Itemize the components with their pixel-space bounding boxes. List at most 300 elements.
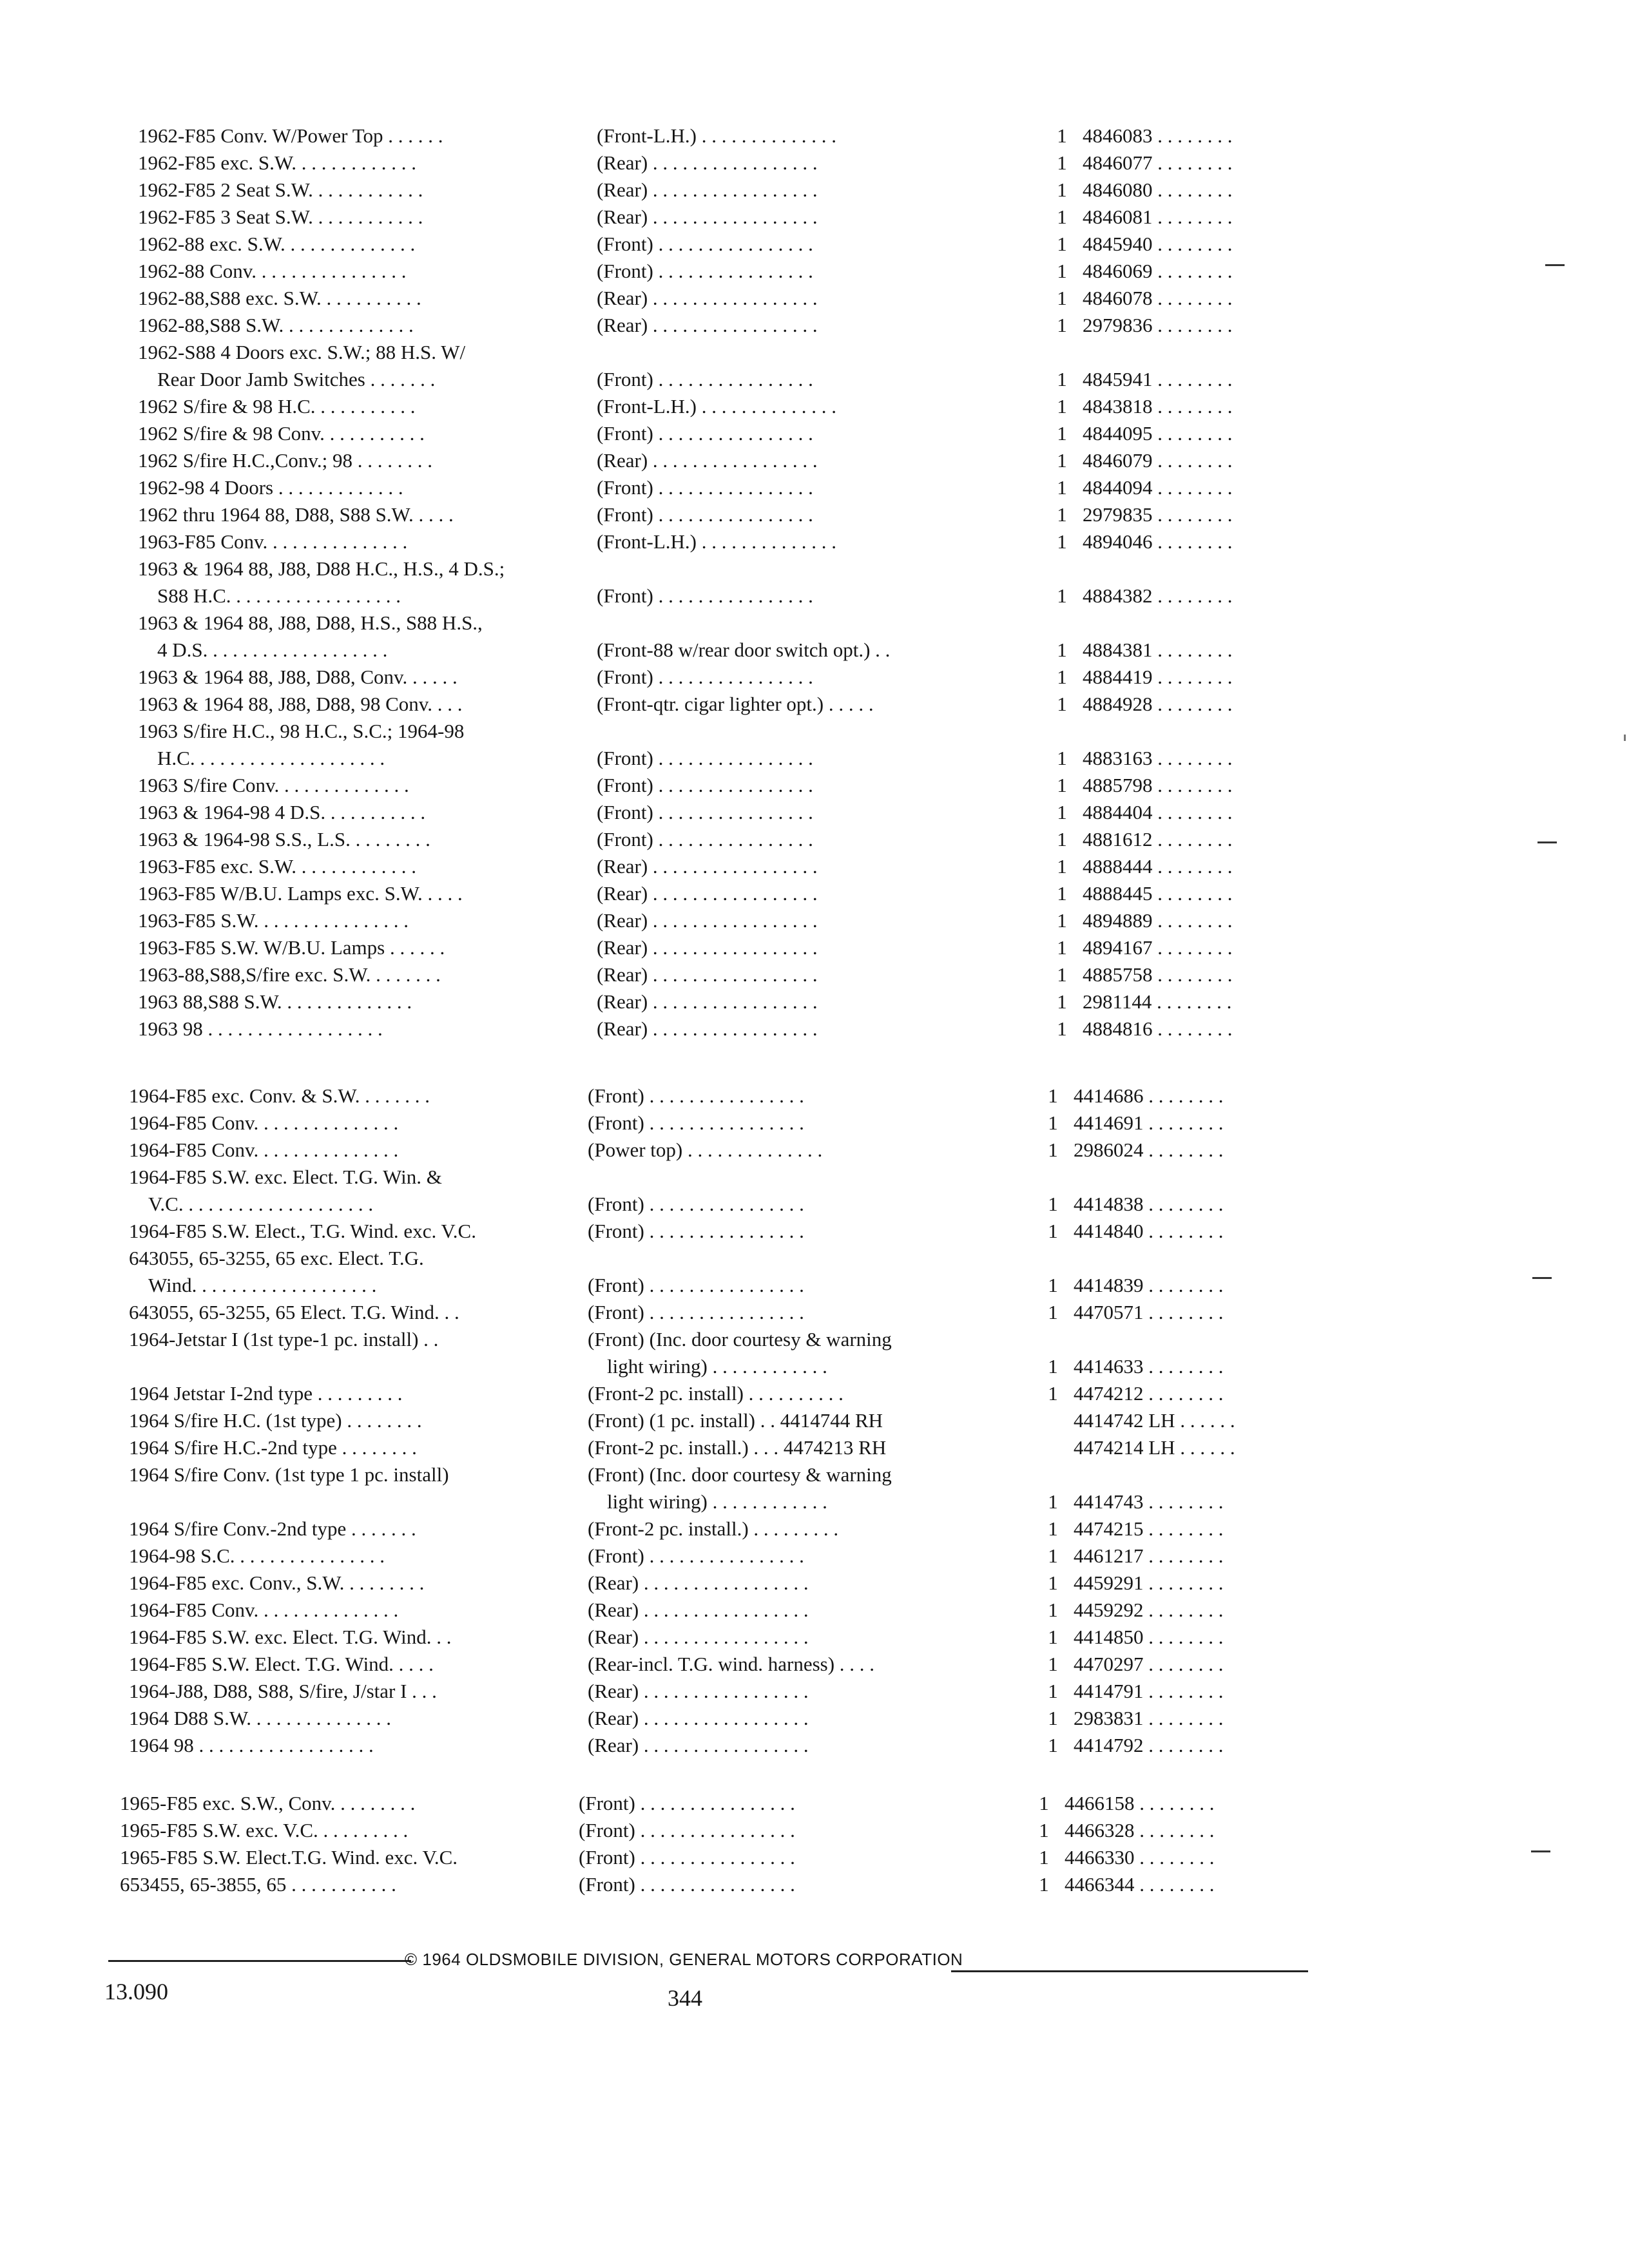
parts-row (138, 637, 1629, 664)
model-description: V.C. . . . . . . . . . . . . . . . . . . . (148, 1193, 374, 1215)
part-number: 4894167 . . . . . . . . (1083, 936, 1233, 959)
model-description: 1964 S/fire Conv.-2nd type . . . . . . . (129, 1517, 416, 1540)
copyright-notice: © 1964 OLDSMOBILE DIVISION, GENERAL MOTORS CORPORATION (405, 1950, 963, 1969)
part-number: 4845940 . . . . . . . . (1083, 233, 1233, 255)
model-description: 1962-F85 Conv. W/Power Top . . . . . . (138, 124, 443, 147)
parts-row (138, 474, 1629, 501)
parts-row (138, 555, 1629, 582)
part-number: 4414743 . . . . . . . . (1074, 1490, 1224, 1513)
parts-row (138, 610, 1629, 637)
location-description: (Front-L.H.) . . . . . . . . . . . . . . (597, 124, 836, 147)
location-description: (Front-2 pc. install) . . . . . . . . . . (588, 1382, 843, 1405)
parts-row (129, 1651, 1629, 1678)
model-description: 1964-F85 S.W. exc. Elect. T.G. Wind. . . (129, 1626, 452, 1648)
group-1962-1963 (138, 122, 1629, 1043)
group-1964 (129, 1082, 1629, 1759)
parts-row (120, 1817, 1629, 1844)
part-number: 4414633 . . . . . . . . (1074, 1355, 1224, 1378)
quantity: 1 (1048, 1490, 1058, 1513)
part-number: 2983831 . . . . . . . . (1074, 1707, 1224, 1729)
model-description: 1963-F85 W/B.U. Lamps exc. S.W. . . . . (138, 882, 463, 905)
model-description: 1964-98 S.C. . . . . . . . . . . . . . . . (129, 1544, 385, 1567)
part-number: 4474215 . . . . . . . . (1074, 1517, 1224, 1540)
parts-row (138, 420, 1629, 447)
location-description: (Rear) . . . . . . . . . . . . . . . . . (597, 963, 818, 986)
quantity: 1 (1039, 1792, 1049, 1814)
location-description: (Front) . . . . . . . . . . . . . . . . (597, 422, 813, 445)
footer-rule-left (108, 1960, 411, 1962)
parts-row (129, 1515, 1629, 1542)
model-description: 1964-Jetstar I (1st type-1 pc. install) . . (129, 1328, 439, 1350)
model-description: 1965-F85 S.W. exc. V.C. . . . . . . . . . (120, 1819, 409, 1841)
model-description: 1964-F85 S.W. exc. Elect. T.G. Win. & (129, 1166, 442, 1188)
quantity: 1 (1039, 1819, 1049, 1841)
quantity: 1 (1057, 963, 1067, 986)
model-description: 1964-F85 exc. Conv. & S.W. . . . . . . . (129, 1084, 430, 1107)
model-description: 1962-88,S88 exc. S.W. . . . . . . . . . . (138, 287, 421, 309)
model-description: 1962-F85 2 Seat S.W. . . . . . . . . . . . (138, 178, 423, 201)
quantity: 1 (1057, 476, 1067, 499)
parts-row (129, 1137, 1629, 1164)
location-description: (Rear) . . . . . . . . . . . . . . . . . (597, 151, 818, 174)
model-description: 1962-F85 exc. S.W. . . . . . . . . . . . . (138, 151, 416, 174)
quantity: 1 (1057, 909, 1067, 932)
parts-row (138, 285, 1629, 312)
location-description: (Front-2 pc. install.) . . . 4474213 RH (588, 1436, 887, 1459)
parts-row (138, 745, 1629, 772)
location-description: (Front) (1 pc. install) . . 4414744 RH (588, 1409, 883, 1432)
model-description: 1963 & 1964 88, J88, D88, H.S., S88 H.S., (138, 611, 483, 634)
location-description: (Front-qtr. cigar lighter opt.) . . . . . (597, 693, 874, 715)
part-number: 4414839 . . . . . . . . (1074, 1274, 1224, 1296)
scan-speck (1624, 735, 1626, 741)
parts-row (138, 122, 1629, 149)
part-number: 4884419 . . . . . . . . (1083, 666, 1233, 688)
location-description: (Front-2 pc. install.) . . . . . . . . . (588, 1517, 839, 1540)
location-description: (Rear) . . . . . . . . . . . . . . . . . (597, 882, 818, 905)
location-description: (Front) . . . . . . . . . . . . . . . . (588, 1084, 804, 1107)
quantity: 1 (1057, 801, 1067, 823)
parts-row (120, 1790, 1629, 1817)
parts-row (138, 312, 1629, 339)
location-description: (Front) . . . . . . . . . . . . . . . . (597, 476, 813, 499)
part-number: 4414838 . . . . . . . . (1074, 1193, 1224, 1215)
location-description: (Front) . . . . . . . . . . . . . . . . (597, 233, 813, 255)
part-number: 4846080 . . . . . . . . (1083, 178, 1233, 201)
parts-row (129, 1597, 1629, 1624)
location-description: (Rear) . . . . . . . . . . . . . . . . . (597, 178, 818, 201)
location-description: (Front) . . . . . . . . . . . . . . . . (579, 1846, 795, 1869)
quantity: 1 (1057, 260, 1067, 282)
model-description: 643055, 65-3255, 65 exc. Elect. T.G. (129, 1247, 424, 1269)
parts-row (129, 1326, 1629, 1353)
location-description: (Front-L.H.) . . . . . . . . . . . . . . (597, 530, 836, 553)
parts-row (138, 204, 1629, 231)
quantity: 1 (1057, 1017, 1067, 1040)
model-description: 1963 S/fire Conv. . . . . . . . . . . . . . (138, 774, 409, 796)
location-description: (Front) (Inc. door courtesy & warning (588, 1463, 892, 1486)
part-number: 4884382 . . . . . . . . (1083, 584, 1233, 607)
part-number: 4474212 . . . . . . . . (1074, 1382, 1224, 1405)
quantity: 1 (1057, 882, 1067, 905)
quantity: 1 (1039, 1846, 1049, 1869)
page-number: 344 (668, 1985, 702, 2011)
part-number: 4844094 . . . . . . . . (1083, 476, 1233, 499)
quantity: 1 (1048, 1571, 1058, 1594)
parts-row (138, 664, 1629, 691)
part-number: 4845941 . . . . . . . . (1083, 368, 1233, 390)
parts-row (138, 339, 1629, 366)
quantity: 1 (1048, 1301, 1058, 1323)
model-description: 1962 S/fire H.C.,Conv.; 98 . . . . . . . . (138, 449, 432, 472)
location-description: (Front) . . . . . . . . . . . . . . . . (579, 1792, 795, 1814)
location-description: (Rear) . . . . . . . . . . . . . . . . . (588, 1599, 809, 1621)
model-description: 1963-F85 Conv. . . . . . . . . . . . . . . (138, 530, 408, 553)
quantity: 1 (1048, 1193, 1058, 1215)
part-number: 4414742 LH . . . . . . (1074, 1409, 1235, 1432)
location-description: (Front) . . . . . . . . . . . . . . . . (579, 1873, 795, 1896)
quantity: 1 (1048, 1544, 1058, 1567)
parts-row (138, 1015, 1629, 1043)
parts-row (138, 772, 1629, 799)
part-number: 4470297 . . . . . . . . (1074, 1653, 1224, 1675)
part-number: 2979835 . . . . . . . . (1083, 503, 1233, 526)
location-description: (Front-88 w/rear door switch opt.) . . (597, 639, 891, 661)
part-number: 4843818 . . . . . . . . (1083, 395, 1233, 418)
location-description: (Power top) . . . . . . . . . . . . . . (588, 1139, 823, 1161)
model-description: H.C. . . . . . . . . . . . . . . . . . . . (157, 747, 385, 769)
quantity: 1 (1057, 503, 1067, 526)
model-description: Wind. . . . . . . . . . . . . . . . . . . (148, 1274, 377, 1296)
quantity: 1 (1048, 1274, 1058, 1296)
part-number: 4461217 . . . . . . . . (1074, 1544, 1224, 1567)
part-number: 4884381 . . . . . . . . (1083, 639, 1233, 661)
location-description: (Rear) . . . . . . . . . . . . . . . . . (597, 287, 818, 309)
location-description: (Front) . . . . . . . . . . . . . . . . (597, 774, 813, 796)
parts-row (129, 1299, 1629, 1326)
quantity: 1 (1057, 124, 1067, 147)
quantity: 1 (1057, 584, 1067, 607)
parts-row (138, 853, 1629, 880)
parts-row (129, 1461, 1629, 1488)
parts-row (120, 1871, 1629, 1898)
location-description: (Front) . . . . . . . . . . . . . . . . (597, 368, 813, 390)
parts-row (138, 934, 1629, 961)
margin-mark (1531, 1850, 1550, 1852)
quantity: 1 (1057, 855, 1067, 878)
location-description: (Rear-incl. T.G. wind. harness) . . . . (588, 1653, 875, 1675)
part-number: 4466328 . . . . . . . . (1065, 1819, 1215, 1841)
quantity: 1 (1048, 1220, 1058, 1242)
parts-row (138, 366, 1629, 393)
section-code: 13.090 (104, 1979, 168, 2004)
part-number: 4459291 . . . . . . . . (1074, 1571, 1224, 1594)
quantity: 1 (1048, 1707, 1058, 1729)
margin-mark (1532, 1277, 1552, 1279)
model-description: 1962-S88 4 Doors exc. S.W.; 88 H.S. W/ (138, 341, 466, 363)
model-description: 653455, 65-3855, 65 . . . . . . . . . . . (120, 1873, 396, 1896)
part-number: 4466344 . . . . . . . . (1065, 1873, 1215, 1896)
part-number: 4414791 . . . . . . . . (1074, 1680, 1224, 1702)
parts-row (138, 826, 1629, 853)
location-description: (Front) . . . . . . . . . . . . . . . . (588, 1193, 804, 1215)
quantity: 1 (1048, 1139, 1058, 1161)
model-description: 1962-F85 3 Seat S.W. . . . . . . . . . . . (138, 206, 423, 228)
part-number: 4414840 . . . . . . . . (1074, 1220, 1224, 1242)
location-description: (Front) . . . . . . . . . . . . . . . . (588, 1544, 804, 1567)
quantity: 1 (1048, 1355, 1058, 1378)
quantity: 1 (1057, 314, 1067, 336)
quantity: 1 (1039, 1873, 1049, 1896)
group-1965 (120, 1790, 1629, 1898)
quantity: 1 (1048, 1653, 1058, 1675)
part-number: 4846079 . . . . . . . . (1083, 449, 1233, 472)
part-number: 4474214 LH . . . . . . (1074, 1436, 1235, 1459)
model-description: 1963 & 1964 88, J88, D88, 98 Conv. . . . (138, 693, 463, 715)
quantity: 1 (1048, 1626, 1058, 1648)
part-number: 4894046 . . . . . . . . (1083, 530, 1233, 553)
model-description: 1962-88,S88 S.W. . . . . . . . . . . . . . (138, 314, 414, 336)
part-number: 4888445 . . . . . . . . (1083, 882, 1233, 905)
parts-row (138, 961, 1629, 988)
location-description: (Rear) . . . . . . . . . . . . . . . . . (597, 206, 818, 228)
model-description: 1965-F85 exc. S.W., Conv. . . . . . . . . (120, 1792, 416, 1814)
quantity: 1 (1048, 1599, 1058, 1621)
part-number: 4884928 . . . . . . . . (1083, 693, 1233, 715)
part-number: 4846077 . . . . . . . . (1083, 151, 1233, 174)
quantity: 1 (1057, 828, 1067, 850)
parts-row (129, 1353, 1629, 1380)
location-description: light wiring) . . . . . . . . . . . . (607, 1490, 827, 1513)
quantity: 1 (1057, 747, 1067, 769)
parts-row (138, 447, 1629, 474)
location-description: (Front) . . . . . . . . . . . . . . . . (597, 801, 813, 823)
parts-row (129, 1434, 1629, 1461)
parts-row (129, 1110, 1629, 1137)
quantity: 1 (1057, 395, 1067, 418)
parts-row (138, 691, 1629, 718)
quantity: 1 (1057, 233, 1067, 255)
location-description: (Front) . . . . . . . . . . . . . . . . (579, 1819, 795, 1841)
model-description: 1963-F85 exc. S.W. . . . . . . . . . . . . (138, 855, 416, 878)
quantity: 1 (1048, 1382, 1058, 1405)
model-description: 1964-F85 exc. Conv., S.W. . . . . . . . . (129, 1571, 425, 1594)
part-number: 4885758 . . . . . . . . (1083, 963, 1233, 986)
part-number: 4883163 . . . . . . . . (1083, 747, 1233, 769)
model-description: 1962-88 Conv. . . . . . . . . . . . . . . . (138, 260, 407, 282)
part-number: 2979836 . . . . . . . . (1083, 314, 1233, 336)
parts-row (138, 528, 1629, 555)
model-description: 4 D.S. . . . . . . . . . . . . . . . . . . (157, 639, 388, 661)
part-number: 4885798 . . . . . . . . (1083, 774, 1233, 796)
quantity: 1 (1057, 990, 1067, 1013)
quantity: 1 (1048, 1084, 1058, 1107)
location-description: (Rear) . . . . . . . . . . . . . . . . . (597, 1017, 818, 1040)
part-number: 4414792 . . . . . . . . (1074, 1734, 1224, 1756)
quantity: 1 (1057, 639, 1067, 661)
model-description: 1962 thru 1964 88, D88, S88 S.W. . . . . (138, 503, 454, 526)
location-description: (Front) . . . . . . . . . . . . . . . . (597, 666, 813, 688)
parts-row (129, 1488, 1629, 1515)
model-description: S88 H.C. . . . . . . . . . . . . . . . . . (157, 584, 401, 607)
part-number: 4881612 . . . . . . . . (1083, 828, 1233, 850)
part-number: 4846083 . . . . . . . . (1083, 124, 1233, 147)
part-number: 4414691 . . . . . . . . (1074, 1111, 1224, 1134)
location-description: (Rear) . . . . . . . . . . . . . . . . . (588, 1734, 809, 1756)
quantity: 1 (1048, 1734, 1058, 1756)
location-description: (Front) (Inc. door courtesy & warning (588, 1328, 892, 1350)
model-description: 1964 98 . . . . . . . . . . . . . . . . . . (129, 1734, 374, 1756)
part-number: 4466158 . . . . . . . . (1065, 1792, 1215, 1814)
model-description: 1963 & 1964 88, J88, D88, Conv. . . . . . (138, 666, 458, 688)
location-description: (Front-L.H.) . . . . . . . . . . . . . . (597, 395, 836, 418)
model-description: Rear Door Jamb Switches . . . . . . . (157, 368, 436, 390)
parts-row (129, 1272, 1629, 1299)
model-description: 1963 & 1964 88, J88, D88 H.C., H.S., 4 D.S.; (138, 557, 505, 580)
model-description: 1964-F85 S.W. Elect., T.G. Wind. exc. V.C. (129, 1220, 476, 1242)
location-description: (Rear) . . . . . . . . . . . . . . . . . (588, 1626, 809, 1648)
part-number: 4844095 . . . . . . . . (1083, 422, 1233, 445)
quantity: 1 (1057, 530, 1067, 553)
parts-row (129, 1732, 1629, 1759)
quantity: 1 (1057, 287, 1067, 309)
model-description: 1964-F85 Conv. . . . . . . . . . . . . . . (129, 1139, 399, 1161)
quantity: 1 (1048, 1111, 1058, 1134)
location-description: (Rear) . . . . . . . . . . . . . . . . . (588, 1707, 809, 1729)
location-description: (Rear) . . . . . . . . . . . . . . . . . (597, 990, 818, 1013)
parts-row (129, 1380, 1629, 1407)
parts-row (129, 1245, 1629, 1272)
parts-row (129, 1082, 1629, 1110)
part-number: 4884404 . . . . . . . . (1083, 801, 1233, 823)
quantity: 1 (1057, 206, 1067, 228)
location-description: (Front) . . . . . . . . . . . . . . . . (588, 1111, 804, 1134)
parts-row (129, 1678, 1629, 1705)
model-description: 643055, 65-3255, 65 Elect. T.G. Wind. . . (129, 1301, 459, 1323)
quantity: 1 (1057, 368, 1067, 390)
part-number: 4884816 . . . . . . . . (1083, 1017, 1233, 1040)
model-description: 1963 88,S88 S.W. . . . . . . . . . . . . . (138, 990, 412, 1013)
model-description: 1963-88,S88,S/fire exc. S.W. . . . . . . . (138, 963, 441, 986)
model-description: 1964-J88, D88, S88, S/fire, J/star I . . . (129, 1680, 437, 1702)
quantity: 1 (1057, 693, 1067, 715)
model-description: 1962 S/fire & 98 H.C. . . . . . . . . . . (138, 395, 416, 418)
model-description: 1965-F85 S.W. Elect.T.G. Wind. exc. V.C. (120, 1846, 458, 1869)
location-description: (Front) . . . . . . . . . . . . . . . . (588, 1274, 804, 1296)
quantity: 1 (1057, 422, 1067, 445)
model-description: 1963 & 1964-98 4 D.S. . . . . . . . . . . (138, 801, 426, 823)
model-description: 1962 S/fire & 98 Conv. . . . . . . . . . . (138, 422, 425, 445)
location-description: (Rear) . . . . . . . . . . . . . . . . . (588, 1680, 809, 1702)
location-description: (Front) . . . . . . . . . . . . . . . . (597, 503, 813, 526)
parts-row (138, 149, 1629, 177)
location-description: (Front) . . . . . . . . . . . . . . . . (588, 1220, 804, 1242)
quantity: 1 (1048, 1680, 1058, 1702)
quantity: 1 (1057, 449, 1067, 472)
model-description: 1964 Jetstar I-2nd type . . . . . . . . . (129, 1382, 403, 1405)
location-description: (Front) . . . . . . . . . . . . . . . . (588, 1301, 804, 1323)
model-description: 1964-F85 Conv. . . . . . . . . . . . . . . (129, 1599, 399, 1621)
model-description: 1964-F85 Conv. . . . . . . . . . . . . . . (129, 1111, 399, 1134)
parts-row (138, 501, 1629, 528)
footer-rule-right (951, 1970, 1308, 1972)
model-description: 1963 & 1964-98 S.S., L.S. . . . . . . . . (138, 828, 430, 850)
location-description: (Front) . . . . . . . . . . . . . . . . (597, 747, 813, 769)
parts-row (138, 258, 1629, 285)
parts-row (138, 177, 1629, 204)
quantity: 1 (1048, 1517, 1058, 1540)
part-number: 4466330 . . . . . . . . (1065, 1846, 1215, 1869)
parts-row (138, 582, 1629, 610)
model-description: 1963-F85 S.W. . . . . . . . . . . . . . . . (138, 909, 409, 932)
part-number: 4846081 . . . . . . . . (1083, 206, 1233, 228)
part-number: 4414850 . . . . . . . . (1074, 1626, 1224, 1648)
model-description: 1962-88 exc. S.W. . . . . . . . . . . . . . (138, 233, 416, 255)
parts-row (138, 988, 1629, 1015)
model-description: 1963-F85 S.W. W/B.U. Lamps . . . . . . (138, 936, 445, 959)
quantity: 1 (1057, 774, 1067, 796)
parts-row (129, 1164, 1629, 1191)
quantity: 1 (1057, 936, 1067, 959)
model-description: 1962-98 4 Doors . . . . . . . . . . . . . (138, 476, 403, 499)
location-description: light wiring) . . . . . . . . . . . . (607, 1355, 827, 1378)
parts-row (129, 1542, 1629, 1570)
part-number: 4846078 . . . . . . . . (1083, 287, 1233, 309)
model-description: 1963 98 . . . . . . . . . . . . . . . . . . (138, 1017, 383, 1040)
parts-row (129, 1624, 1629, 1651)
parts-row (129, 1218, 1629, 1245)
part-number: 4414686 . . . . . . . . (1074, 1084, 1224, 1107)
model-description: 1964-F85 S.W. Elect. T.G. Wind. . . . . (129, 1653, 434, 1675)
part-number: 4894889 . . . . . . . . (1083, 909, 1233, 932)
model-description: 1963 S/fire H.C., 98 H.C., S.C.; 1964-98 (138, 720, 465, 742)
location-description: (Front) . . . . . . . . . . . . . . . . (597, 828, 813, 850)
part-number: 4846069 . . . . . . . . (1083, 260, 1233, 282)
margin-mark (1537, 841, 1557, 843)
parts-row (129, 1570, 1629, 1597)
parts-row (138, 231, 1629, 258)
location-description: (Rear) . . . . . . . . . . . . . . . . . (597, 909, 818, 932)
part-number: 2986024 . . . . . . . . (1074, 1139, 1224, 1161)
location-description: (Rear) . . . . . . . . . . . . . . . . . (597, 936, 818, 959)
quantity: 1 (1057, 151, 1067, 174)
location-description: (Rear) . . . . . . . . . . . . . . . . . (588, 1571, 809, 1594)
location-description: (Front) . . . . . . . . . . . . . . . . (597, 260, 813, 282)
parts-row (138, 907, 1629, 934)
model-description: 1964 D88 S.W. . . . . . . . . . . . . . . (129, 1707, 392, 1729)
parts-row (129, 1705, 1629, 1732)
part-number: 4459292 . . . . . . . . (1074, 1599, 1224, 1621)
margin-mark (1545, 264, 1565, 266)
model-description: 1964 S/fire Conv. (1st type 1 pc. install) (129, 1463, 449, 1486)
parts-row (129, 1191, 1629, 1218)
quantity: 1 (1057, 178, 1067, 201)
location-description: (Rear) . . . . . . . . . . . . . . . . . (597, 314, 818, 336)
parts-row (138, 799, 1629, 826)
location-description: (Front) . . . . . . . . . . . . . . . . (597, 584, 813, 607)
part-number: 4888444 . . . . . . . . (1083, 855, 1233, 878)
part-number: 4470571 . . . . . . . . (1074, 1301, 1224, 1323)
location-description: (Rear) . . . . . . . . . . . . . . . . . (597, 449, 818, 472)
parts-row (120, 1844, 1629, 1871)
parts-row (138, 393, 1629, 420)
model-description: 1964 S/fire H.C. (1st type) . . . . . . . . (129, 1409, 422, 1432)
parts-row (138, 880, 1629, 907)
location-description: (Rear) . . . . . . . . . . . . . . . . . (597, 855, 818, 878)
parts-row (129, 1407, 1629, 1434)
quantity: 1 (1057, 666, 1067, 688)
part-number: 2981144 . . . . . . . . (1083, 990, 1232, 1013)
